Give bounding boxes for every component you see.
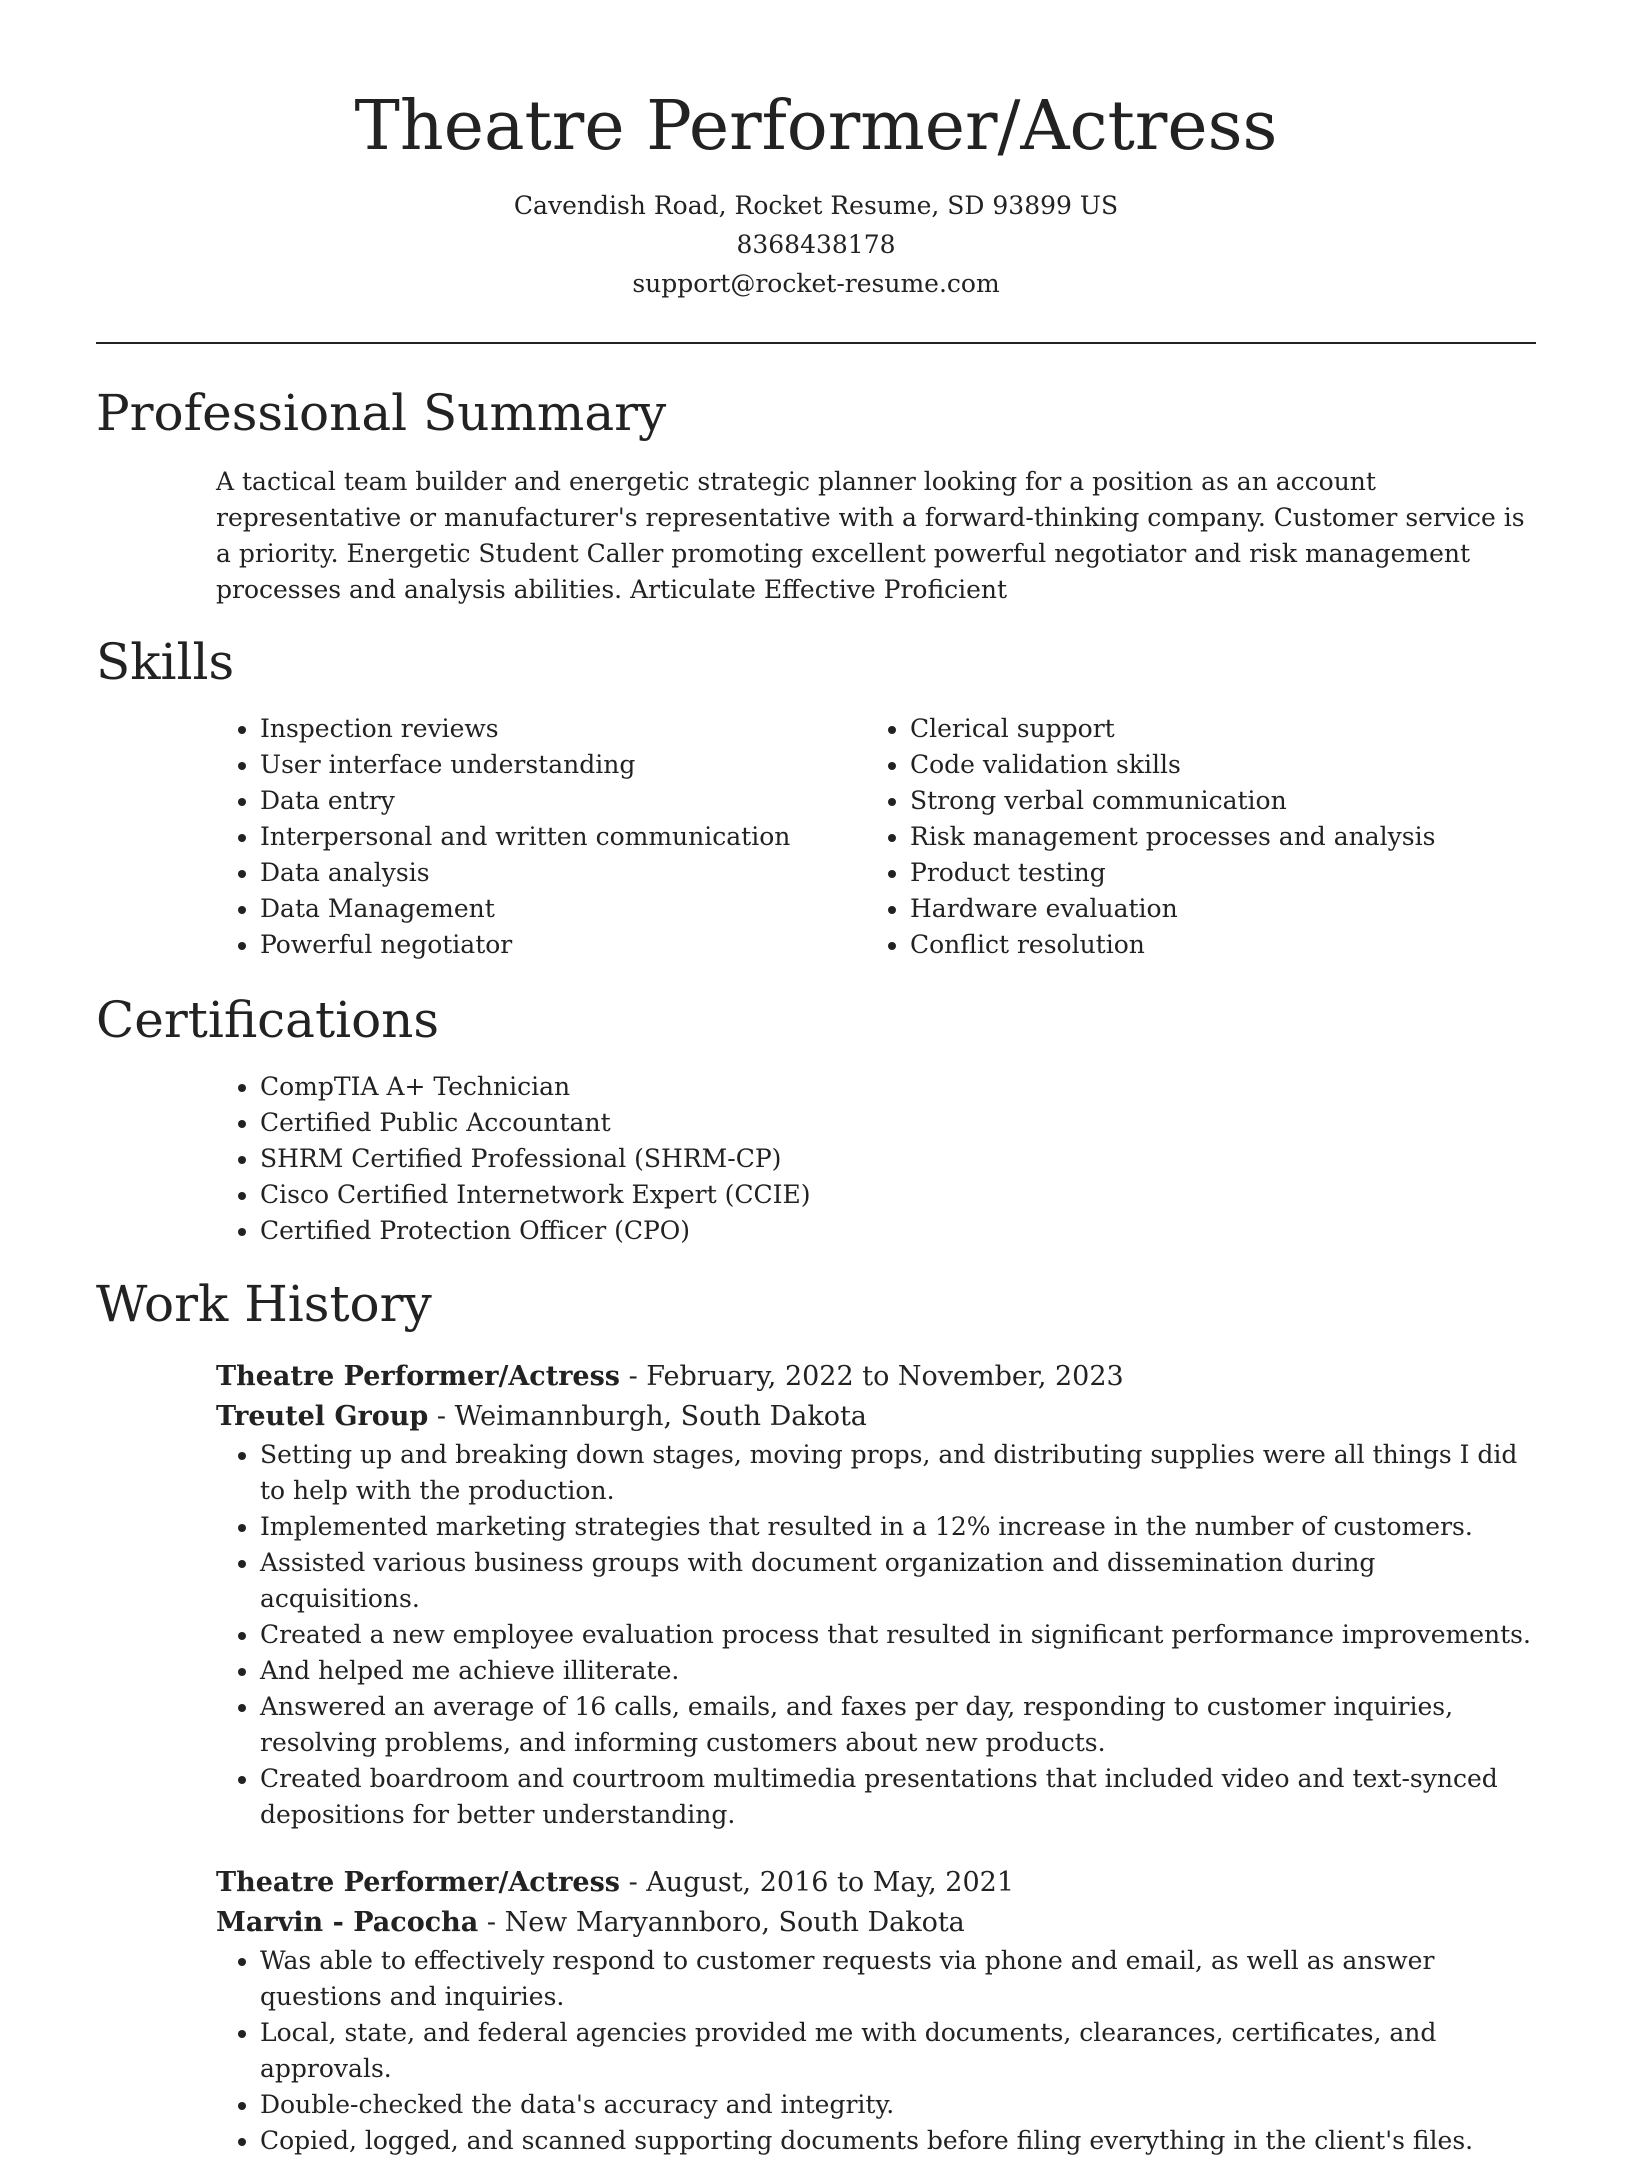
- job-duty: • Answered an average of 16 calls, emails, and faxes per day, responding to customer inquiries, resolving problems, and informing customers about new products.: [260, 1689, 1536, 1761]
- job-entry: [216, 1357, 1536, 1833]
- job-duty: • Implemented marketing strategies that resulted in a 12% increase in the number of customers.: [260, 1509, 1536, 1545]
- job-role: Theatre Performer/Actress: [216, 1361, 620, 1392]
- contact-email: support@rocket-resume.com: [632, 269, 1000, 298]
- job-company: Treutel Group: [216, 1401, 429, 1432]
- contact-block: [0, 186, 1632, 303]
- section-title-certifications: Certifications: [96, 991, 440, 1049]
- candidate-name: Theatre Performer/Actress: [354, 87, 1278, 166]
- skills-section: [96, 631, 1536, 963]
- job-duty: • Created boardroom and courtroom multimedia presentations that included video and text-synced depositions for better understanding.: [260, 1761, 1536, 1833]
- job-duty: • Created a new employee evaluation process that resulted in significant performance improvements.: [260, 1617, 1536, 1653]
- skills-list-right: [866, 711, 1516, 963]
- certifications-list: [216, 1069, 1536, 1249]
- job-location: - Weimannburgh, South Dakota: [428, 1401, 867, 1432]
- job-employer: [216, 1903, 1536, 1943]
- skill-item: • Data entry: [260, 783, 866, 819]
- skill-item: • Clerical support: [910, 711, 1516, 747]
- work-history-section: [96, 1273, 1536, 2159]
- job-duty: • Setting up and breaking down stages, moving props, and distributing supplies were all things I did to help with the production.: [260, 1437, 1536, 1509]
- summary-text: A tactical team builder and energetic strategic planner looking for a position as an account representative or manufacturer's representative with a forward-thinking company. Customer service is a priority. Energetic Student Caller promoting excellent powerful negotiator and risk management processes and analysis abilities. Articulate Effective Proficient: [216, 467, 1525, 604]
- skill-item: • Risk management processes and analysis: [910, 819, 1516, 855]
- contact-address: Cavendish Road, Rocket Resume, SD 93899 US: [513, 191, 1119, 220]
- skill-item: • Code validation skills: [910, 747, 1516, 783]
- job-heading: [216, 1863, 1536, 1903]
- skill-item: • Interpersonal and written communication: [260, 819, 866, 855]
- certifications-section: [96, 989, 1536, 1249]
- certifications-list-wrap: [216, 1069, 1536, 1249]
- job-heading: [216, 1357, 1536, 1397]
- job-duties-list: [216, 1437, 1536, 1833]
- section-title-skills: Skills: [96, 633, 235, 691]
- skills-grid: [216, 711, 1536, 963]
- job-dates: - February, 2022 to November, 2023: [620, 1361, 1124, 1392]
- professional-summary-section: [96, 382, 1536, 608]
- certification-item: • SHRM Certified Professional (SHRM-CP): [260, 1141, 1536, 1177]
- job-entry: [216, 1863, 1536, 2159]
- section-title-summary: Professional Summary: [96, 384, 667, 442]
- job-role: Theatre Performer/Actress: [216, 1867, 620, 1898]
- skills-list-left: [216, 711, 866, 963]
- job-duty: • Assisted various business groups with document organization and dissemination during acquisitions.: [260, 1545, 1536, 1617]
- skill-item: • Conflict resolution: [910, 927, 1516, 963]
- certification-item: • CompTIA A+ Technician: [260, 1069, 1536, 1105]
- job-duty: • Double-checked the data's accuracy and integrity.: [260, 2087, 1536, 2123]
- certification-item: • Certified Public Accountant: [260, 1105, 1536, 1141]
- skills-column-right: [866, 711, 1516, 963]
- job-employer: [216, 1397, 1536, 1437]
- skill-item: • Inspection reviews: [260, 711, 866, 747]
- job-duties-list: [216, 1943, 1536, 2159]
- skill-item: • Data analysis: [260, 855, 866, 891]
- certification-item: • Cisco Certified Internetwork Expert (CCIE): [260, 1177, 1536, 1213]
- skill-item: • Product testing: [910, 855, 1516, 891]
- job-duty: • Local, state, and federal agencies provided me with documents, clearances, certificates, and approvals.: [260, 2015, 1536, 2087]
- section-title-work-history: Work History: [96, 1275, 432, 1333]
- skill-item: • Hardware evaluation: [910, 891, 1516, 927]
- header-divider: [96, 342, 1536, 344]
- job-duty: • And helped me achieve illiterate.: [260, 1653, 1536, 1689]
- contact-phone: 8368438178: [736, 230, 896, 259]
- job-dates: - August, 2016 to May, 2021: [620, 1867, 1014, 1898]
- job-location: - New Maryannboro, South Dakota: [478, 1907, 965, 1938]
- skills-column-left: [216, 711, 866, 963]
- job-duty: • Copied, logged, and scanned supporting documents before filing everything in the client's files.: [260, 2123, 1536, 2159]
- skill-item: • Strong verbal communication: [910, 783, 1516, 819]
- skill-item: • Powerful negotiator: [260, 927, 866, 963]
- job-company: Marvin - Pacocha: [216, 1907, 479, 1938]
- skill-item: • User interface understanding: [260, 747, 866, 783]
- resume-header: [0, 0, 1632, 303]
- job-duty: • Was able to effectively respond to customer requests via phone and email, as well as answer questions and inquiries.: [260, 1943, 1536, 2015]
- skill-item: • Data Management: [260, 891, 866, 927]
- certification-item: • Certified Protection Officer (CPO): [260, 1213, 1536, 1249]
